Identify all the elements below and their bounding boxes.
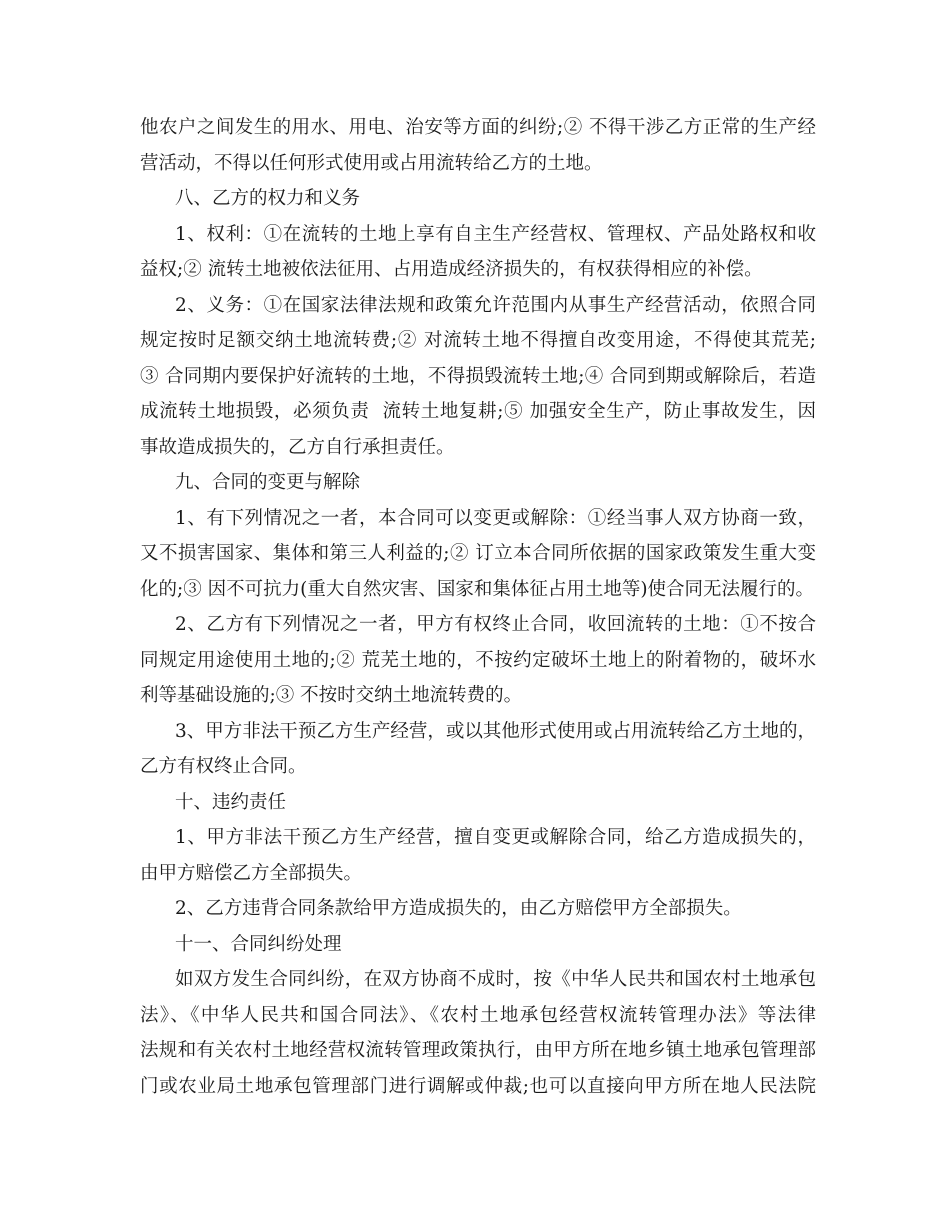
paragraph-line: 营活动，不得以任何形式使用或占用流转给乙方的土地。 [140,152,603,174]
paragraph [140,891,816,927]
paragraph [140,288,816,466]
paragraph-line: 1、权利：①在流转的土地上享有自主生产经营权、管理权、产品处路权和收 [175,223,816,245]
paragraph-line: 1、甲方非法干预乙方生产经营，擅自变更或解除合同，给乙方造成损失的， [175,827,816,848]
paragraph [140,110,816,181]
paragraph-line: 规定按时足额交纳土地流转费;② 对流转土地不得擅自改变用途，不得使其荒芜; [140,330,816,351]
section-heading-text: 十、违约责任 [175,791,287,813]
paragraph-line: 益权;② 流转土地被依法征用、占用造成经济损失的，有权获得相应的补偿。 [140,259,763,280]
paragraph-line: 又不损害国家、集体和第三人利益的;② 订立本合同所依据的国家政策发生重大变 [140,543,816,564]
section-heading-text: 九、合同的变更与解除 [175,472,361,493]
paragraph-line: 利等基础设施的;③ 不按时交纳土地流转费的。 [140,685,523,706]
section-heading [140,181,816,217]
paragraph-line: 2、乙方违背合同条款给甲方造成损失的，由乙方赔偿甲方全部损失。 [175,898,742,919]
paragraph-line: 乙方有权终止合同。 [140,756,307,777]
paragraph-line: 由甲方赔偿乙方全部损失。 [140,862,363,884]
section-heading [140,465,816,501]
paragraph [140,607,816,714]
paragraph-line: 化的;③ 因不可抗力(重大自然灾害、国家和集体征占用土地等)使合同无法履行的。 [140,578,815,600]
paragraph-line: 事故造成损失的，乙方自行承担责任。 [140,436,455,458]
paragraph-line: 成流转土地损毁，必须负责 流转土地复耕;⑤ 加强安全生产，防止事故发生，因 [140,401,816,422]
paragraph [140,962,816,1104]
paragraph-line: 门或农业局土地承包管理部门进行调解或仲裁;也可以直接向甲方所在地人民法院 [140,1075,816,1097]
document-body [140,110,816,1104]
section-heading-text: 十一、合同纠纷处理 [175,933,342,955]
paragraph-line: 1、有下列情况之一者，本合同可以变更或解除：①经当事人双方协商一致， [175,507,816,529]
section-heading [140,927,816,963]
paragraph [140,820,816,891]
paragraph-line: 同规定用途使用土地的;② 荒芜土地的，不按约定破坏土地上的附着物的，破坏水 [140,649,816,671]
paragraph-line: 法》、《中华人民共和国合同法》、《农村土地承包经营权流转管理办法》等法律 [140,1004,816,1026]
paragraph-line: 如双方发生合同纠纷，在双方协商不成时，按《中华人民共和国农村土地承包 [175,969,816,990]
paragraph-line: ③ 合同期内要保护好流转的土地，不得损毁流转土地;④ 合同到期或解除后，若造 [140,365,816,387]
paragraph [140,501,816,608]
paragraph-line: 3、甲方非法干预乙方生产经营，或以其他形式使用或占用流转给乙方土地的， [175,720,816,742]
paragraph [140,217,816,288]
paragraph-line: 2、义务：①在国家法律法规和政策允许范围内从事生产经营活动，依照合同 [175,294,816,316]
section-heading-text: 八、乙方的权力和义务 [175,188,361,209]
paragraph [140,714,816,785]
paragraph-line: 2、乙方有下列情况之一者，甲方有权终止合同，收回流转的土地：①不按合 [175,614,816,635]
paragraph-line: 法规和有关农村土地经营权流转管理政策执行，由甲方所在地乡镇土地承包管理部 [140,1040,816,1061]
paragraph-line: 他农户之间发生的用水、用电、治安等方面的纠纷;② 不得干涉乙方正常的生产经 [140,117,816,138]
section-heading [140,785,816,821]
